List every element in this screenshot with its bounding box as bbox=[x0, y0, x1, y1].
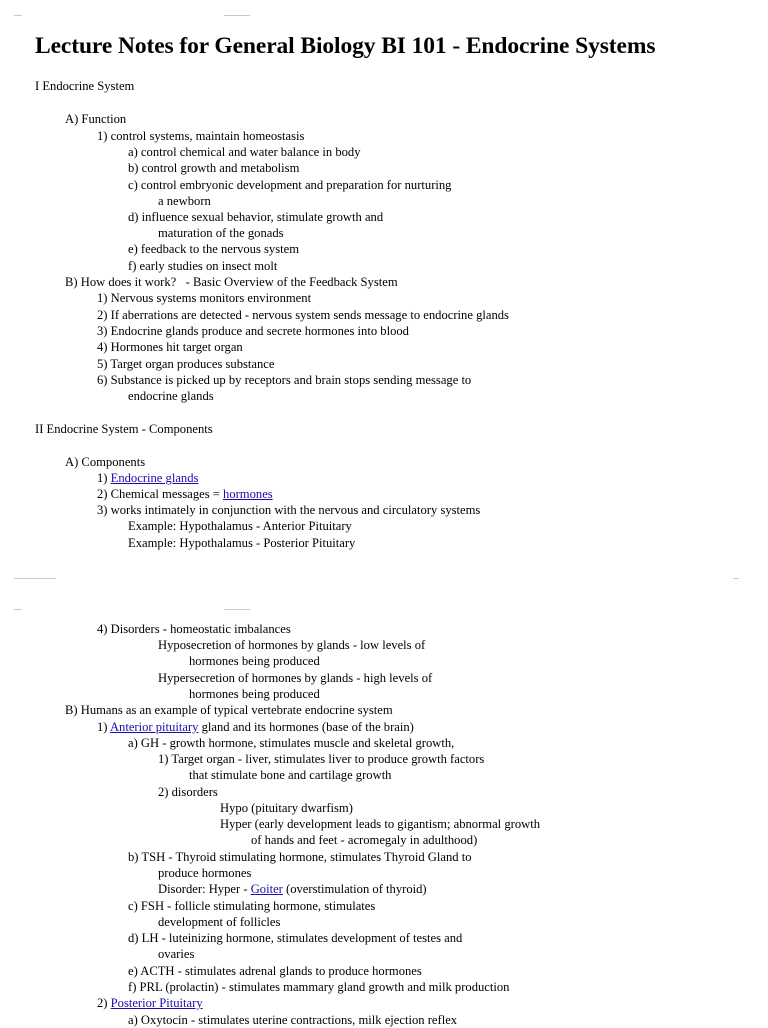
section-heading: I Endocrine System bbox=[35, 79, 135, 93]
item-prefix: 2) Chemical messages = bbox=[97, 487, 224, 501]
item-suffix: (overstimulation of thyroid) bbox=[282, 882, 427, 896]
outline-item bbox=[97, 995, 203, 1011]
outline-item: 2) disorders bbox=[158, 785, 218, 799]
subsection-heading: A) Function bbox=[65, 112, 127, 126]
page-header-mark-left bbox=[14, 15, 22, 16]
document-page-2 bbox=[0, 598, 768, 1027]
outline-item-continued: of hands and feet - acromegaly in adulthood) bbox=[251, 833, 478, 847]
example-line: Example: Hypothalamus - Posterior Pituitary bbox=[128, 536, 356, 550]
outline-item: 4) Hormones hit target organ bbox=[97, 340, 243, 354]
page-footer-mark-left bbox=[14, 578, 56, 579]
item-prefix: 2) bbox=[97, 996, 111, 1010]
page-title: Lecture Notes for General Biology BI 101 - Endocrine Systems bbox=[35, 33, 656, 59]
subsection-heading: B) Humans as an example of typical vertebrate endocrine system bbox=[65, 703, 393, 717]
item-prefix: Disorder: Hyper - bbox=[158, 882, 251, 896]
outline-item: Hyposecretion of hormones by glands - low levels of bbox=[158, 638, 426, 652]
outline-item: Hypo (pituitary dwarfism) bbox=[220, 801, 353, 815]
outline-item-continued: a newborn bbox=[158, 194, 211, 208]
outline-item: e) feedback to the nervous system bbox=[128, 242, 300, 256]
outline-item: 1) Target organ - liver, stimulates liver to produce growth factors bbox=[158, 752, 485, 766]
page-header-mark-left bbox=[14, 609, 22, 610]
outline-item: 5) Target organ produces substance bbox=[97, 357, 275, 371]
item-prefix: 1) bbox=[97, 720, 110, 734]
outline-item: Hyper (early development leads to gigantism; abnormal growth bbox=[220, 817, 541, 831]
outline-item: e) ACTH - stimulates adrenal glands to produce hormones bbox=[128, 964, 422, 978]
outline-item: b) TSH - Thyroid stimulating hormone, stimulates Thyroid Gland to bbox=[128, 850, 472, 864]
outline-item: 3) Endocrine glands produce and secrete hormones into blood bbox=[97, 324, 409, 338]
outline-item: b) control growth and metabolism bbox=[128, 161, 300, 175]
page-footer-mark-right bbox=[733, 578, 739, 579]
goiter-link[interactable]: Goiter bbox=[250, 882, 283, 896]
page-header-mark-center bbox=[224, 609, 250, 610]
outline-item-continued: development of follicles bbox=[158, 915, 281, 929]
outline-item: a) Oxytocin - stimulates uterine contractions, milk ejection reflex bbox=[128, 1013, 458, 1027]
subsection-heading: A) Components bbox=[65, 455, 146, 469]
outline-item: 6) Substance is picked up by receptors and brain stops sending message to bbox=[97, 373, 472, 387]
anterior-pituitary-link[interactable]: Anterior pituitary bbox=[109, 720, 199, 734]
endocrine-glands-link[interactable]: Endocrine glands bbox=[110, 471, 199, 485]
posterior-pituitary-link[interactable]: Posterior Pituitary bbox=[110, 996, 203, 1010]
outline-item-continued: hormones being produced bbox=[189, 687, 320, 701]
hormones-link[interactable]: hormones bbox=[223, 487, 273, 501]
subsection-heading: B) How does it work? - Basic Overview of the Feedback System bbox=[65, 275, 398, 289]
outline-item bbox=[97, 470, 198, 486]
item-prefix: 1) bbox=[97, 471, 111, 485]
outline-item bbox=[97, 486, 273, 502]
outline-item: f) early studies on insect molt bbox=[128, 259, 278, 273]
outline-item-continued: that stimulate bone and cartilage growth bbox=[189, 768, 392, 782]
outline-item: c) FSH - follicle stimulating hormone, stimulates bbox=[128, 899, 376, 913]
outline-item-continued: produce hormones bbox=[158, 866, 252, 880]
outline-item: a) GH - growth hormone, stimulates muscle and skeletal growth, bbox=[128, 736, 455, 750]
item-suffix: gland and its hormones (base of the brain) bbox=[198, 720, 414, 734]
outline-item: d) LH - luteinizing hormone, stimulates development of testes and bbox=[128, 931, 463, 945]
outline-item: Hypersecretion of hormones by glands - high levels of bbox=[158, 671, 433, 685]
outline-item: 1) control systems, maintain homeostasis bbox=[97, 129, 305, 143]
outline-item: 3) works intimately in conjunction with the nervous and circulatory systems bbox=[97, 503, 481, 517]
outline-item: d) influence sexual behavior, stimulate growth and bbox=[128, 210, 384, 224]
outline-item: 4) Disorders - homeostatic imbalances bbox=[97, 622, 291, 636]
outline-item-continued: hormones being produced bbox=[189, 654, 320, 668]
section-heading: II Endocrine System - Components bbox=[35, 422, 213, 436]
outline-item bbox=[97, 719, 414, 735]
example-line: Example: Hypothalamus - Anterior Pituitary bbox=[128, 519, 352, 533]
outline-item: 2) If aberrations are detected - nervous system sends message to endocrine glands bbox=[97, 308, 509, 322]
outline-item: a) control chemical and water balance in body bbox=[128, 145, 361, 159]
page-separator bbox=[0, 578, 768, 598]
outline-item-continued: maturation of the gonads bbox=[158, 226, 284, 240]
outline-item: f) PRL (prolactin) - stimulates mammary gland growth and milk production bbox=[128, 980, 510, 994]
outline-item: c) control embryonic development and preparation for nurturing bbox=[128, 178, 452, 192]
outline-item: 1) Nervous systems monitors environment bbox=[97, 291, 312, 305]
outline-item-continued: endocrine glands bbox=[128, 389, 214, 403]
outline-item-continued: ovaries bbox=[158, 947, 195, 961]
outline-item bbox=[158, 881, 427, 897]
page-header-mark-center bbox=[224, 15, 250, 16]
